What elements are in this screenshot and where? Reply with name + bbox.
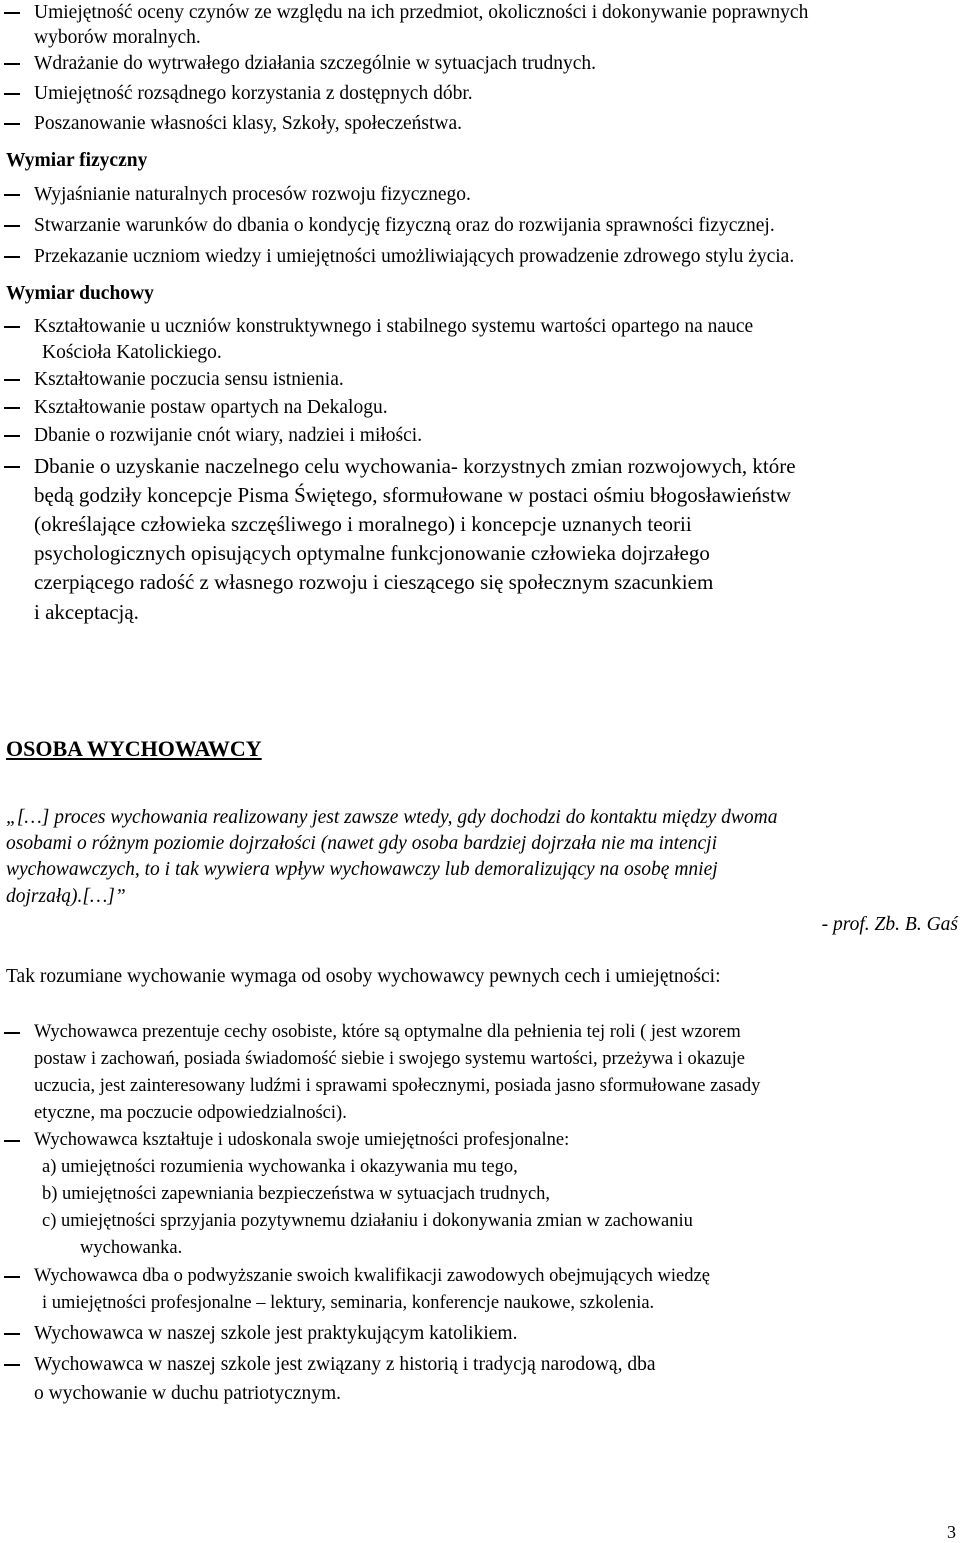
list-item-line: Wdrażanie do wytrwałego działania szczególnie w sytuacjach trudnych. (34, 53, 597, 74)
list-item-line: c) umiejętności sprzyjania pozytywnemu działaniu i dokonywania zmian w zachowaniu (42, 1211, 693, 1231)
list-item-line: Kształtowanie u uczniów konstruktywnego i stabilnego systemu wartości opartego na nauce (34, 316, 754, 337)
list-item-line: Wyjaśnianie naturalnych procesów rozwoju fizycznego. (34, 184, 471, 205)
dash-bullet (4, 407, 20, 409)
dash-bullet (4, 1364, 20, 1366)
list-item-line: postaw i zachowań, posiada świadomość siebie i swojego systemu wartości, przeżywa i okazuje (34, 1049, 746, 1069)
dash-bullet (4, 435, 20, 437)
list-item-line: (określające człowieka szczęśliwego i moralnego) i koncepcje uznanych teorii (34, 512, 692, 536)
section-title-osoba: OSOBA WYCHOWAWCY (6, 736, 262, 761)
dash-bullet (4, 1276, 20, 1278)
list-item-line: i umiejętności profesjonalne – lektury, seminaria, konferencje naukowe, szkolenia. (42, 1293, 655, 1313)
list-item-line: Wychowawca kształtuje i udoskonala swoje umiejętności profesjonalne: (34, 1130, 570, 1150)
list-item-line: wyborów moralnych. (34, 27, 201, 48)
section-heading-spiritual: Wymiar duchowy (6, 283, 154, 304)
list-item-line: Poszanowanie własności klasy, Szkoły, społeczeństwa. (34, 113, 463, 134)
page-number: 3 (947, 1522, 956, 1542)
list-item-line: Stwarzanie warunków do dbania o kondycję fizyczną oraz do rozwijania sprawności fizycznej. (34, 215, 775, 236)
dash-bullet (4, 1333, 20, 1335)
dash-bullet (4, 379, 20, 381)
dash-bullet (4, 256, 20, 258)
list-item-line: Wychowawca dba o podwyższanie swoich kwalifikacji zawodowych obejmujących wiedzę (34, 1266, 710, 1286)
intro-text: Tak rozumiane wychowanie wymaga od osoby wychowawcy pewnych cech i umiejętności: (6, 966, 721, 987)
dash-bullet (4, 123, 20, 125)
list-item-line: Dbanie o rozwijanie cnót wiary, nadziei i miłości. (34, 425, 423, 446)
list-item-line: i akceptacją. (34, 600, 139, 624)
quote-line: wychowawczych, to i tak wywiera wpływ wychowawczy lub demoralizujący na osobę mniej (6, 859, 718, 880)
dash-bullet (4, 1032, 20, 1034)
list-item-line: psychologicznych opisujących optymalne funkcjonowanie człowieka dojrzałego (34, 541, 710, 565)
list-item-line: Dbanie o uzyskanie naczelnego celu wychowania- korzystnych zmian rozwojowych, które (34, 454, 796, 478)
list-item-line: Umiejętność oceny czynów ze względu na ich przedmiot, okoliczności i dokonywanie poprawnych (34, 2, 809, 23)
list-item-line: Wychowawca w naszej szkole jest związany z historią i tradycją narodową, dba (34, 1354, 656, 1375)
list-item-line: wychowanka. (80, 1238, 183, 1258)
list-item-line: Kościoła Katolickiego. (42, 342, 222, 363)
list-item-line: o wychowanie w duchu patriotycznym. (34, 1383, 342, 1404)
dash-bullet (4, 225, 20, 227)
list-item-line: Kształtowanie postaw opartych na Dekalogu. (34, 397, 388, 418)
quote-signature: - prof. Zb. B. Gaś (821, 914, 958, 935)
quote-line: osobami o różnym poziomie dojrzałości (nawet gdy osoba bardziej dojrzała nie ma intencji (6, 833, 717, 854)
list-item-line: Kształtowanie poczucia sensu istnienia. (34, 369, 344, 390)
dash-bullet (4, 63, 20, 65)
list-item-line: będą godziły koncepcje Pisma Świętego, sformułowane w postaci ośmiu błogosławieństw (34, 483, 792, 507)
dash-bullet (4, 1140, 20, 1142)
quote-line: „[…] proces wychowania realizowany jest zawsze wtedy, gdy dochodzi do kontaktu między dwoma (6, 807, 778, 828)
section-heading-physical: Wymiar fizyczny (6, 150, 148, 171)
list-item-line: a) umiejętności rozumienia wychowanka i okazywania mu tego, (42, 1157, 518, 1177)
list-item-line: etyczne, ma poczucie odpowiedzialności). (34, 1103, 347, 1123)
list-item-line: b) umiejętności zapewniania bezpieczeństwa w sytuacjach trudnych, (42, 1184, 551, 1204)
list-item-line: Umiejętność rozsądnego korzystania z dostępnych dóbr. (34, 83, 473, 104)
dash-bullet (4, 466, 20, 468)
dash-bullet (4, 326, 20, 328)
dash-bullet (4, 93, 20, 95)
list-item-line: uczucia, jest zainteresowany ludźmi i sprawami społecznymi, posiada jasno sformułowane zasady (34, 1076, 761, 1096)
list-item-line: czerpiącego radość z własnego rozwoju i cieszącego się społecznym szacunkiem (34, 570, 714, 594)
quote-line: dojrzałą).[…]” (6, 886, 126, 907)
list-item-line: Wychowawca w naszej szkole jest praktykującym katolikiem. (34, 1323, 518, 1344)
dash-bullet (4, 12, 20, 14)
list-item-line: Wychowawca prezentuje cechy osobiste, które są optymalne dla pełnienia tej roli ( jest wzorem (34, 1022, 741, 1042)
dash-bullet (4, 194, 20, 196)
list-item-line: Przekazanie uczniom wiedzy i umiejętności umożliwiających prowadzenie zdrowego stylu życia. (34, 246, 795, 267)
